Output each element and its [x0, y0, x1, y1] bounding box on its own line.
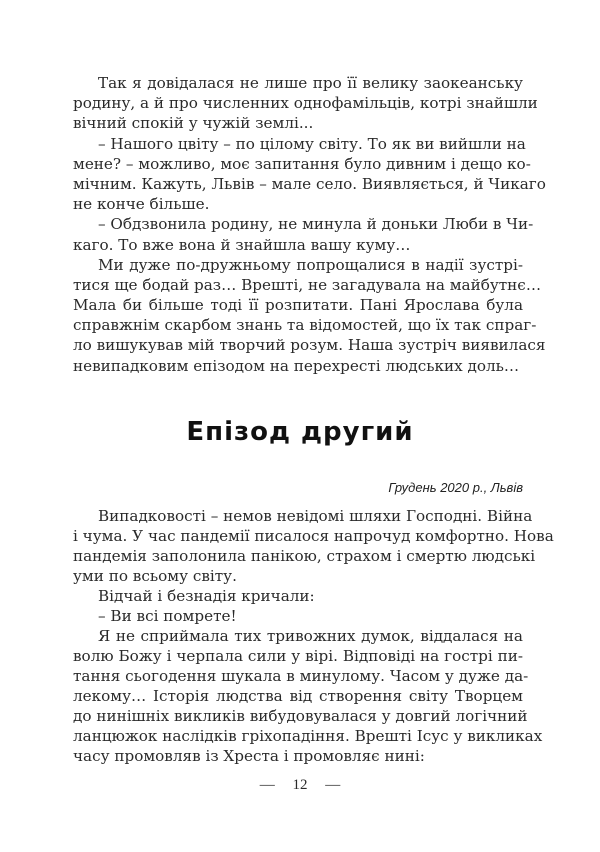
- text-line: невипадковим епізодом на перехресті людських доль…: [73, 356, 520, 375]
- text-line: і чума. У час пандемії писалося напрочуд комфортно. Нова: [73, 527, 554, 545]
- text-line: Випадковості – немов невідомі шляхи Господні. Війна: [98, 507, 533, 525]
- text-line: Мала би більше тоді її розпитати. Пані Ярослава була: [73, 296, 523, 315]
- page-number: — 12 —: [259, 777, 341, 793]
- text-line: Ми дуже по-дружньому попрощалися в надії зустрі-: [98, 255, 523, 274]
- text-line: Я не сприймала тих тривожних думок, віддалася на: [98, 627, 523, 645]
- text-line: – Нашого цвіту – по цілому світу. То як ви вийшли на: [98, 134, 526, 153]
- text-line: Так я довідалася не лише про її велику заокеанську: [98, 74, 523, 92]
- text-line: тання сьогодення шукала в минулому. Часом у дуже да-: [73, 667, 529, 685]
- text-line: – Обдзвонила родину, не минула й доньки Люби в Чи-: [98, 215, 534, 234]
- text-line: тися ще бодай раз… Врешті, не загадувала на майбутнє…: [73, 275, 542, 294]
- text-line: вічний спокій у чужій землі...: [73, 114, 314, 133]
- text-line: уми по всьому світу.: [73, 567, 237, 585]
- text-line: – Ви всі помрете!: [98, 607, 237, 625]
- text-line: справжнім скарбом знань та відомостей, що їх так спраг-: [73, 316, 537, 335]
- text-line: до нинішніх викликів вибудовувалася у довгий логічний: [73, 707, 528, 725]
- dateline: Грудень 2020 р., Львів: [388, 480, 523, 495]
- text-line: родину, а й про численних однофамільців, котрі знайшли: [73, 94, 538, 113]
- text-line: пандемія заполонила панікою, страхом і смертю людські: [73, 547, 536, 565]
- text-line: часу промовляв із Хреста і промовляє нині:: [73, 747, 425, 765]
- text-line: лекому… Історія людства від створення світу Творцем: [73, 687, 523, 705]
- text-line: ло вишукував мій творчий розум. Наша зустріч виявилася: [73, 336, 546, 355]
- text-line: волю Божу і черпала сили у вірі. Відповіді на гострі пи-: [73, 647, 523, 665]
- text-line: не конче більше.: [73, 195, 210, 214]
- text-section-top: [73, 73, 546, 376]
- chapter-heading: Епізод другий: [186, 417, 414, 447]
- text-line: мене? – можливо, моє запитання було дивним і дещо ко-: [73, 154, 531, 173]
- text-section-bottom: [73, 506, 554, 766]
- text-line: каго. То вже вона й знайшла вашу куму…: [73, 235, 411, 254]
- text-line: ланцюжок наслідків гріхопадіння. Врешті Ісус у викликах: [73, 727, 543, 745]
- text-line: мічним. Кажуть, Львів – мале село. Виявляється, й Чикаго: [73, 174, 546, 193]
- text-line: Відчай і безнадія кричали:: [98, 587, 315, 605]
